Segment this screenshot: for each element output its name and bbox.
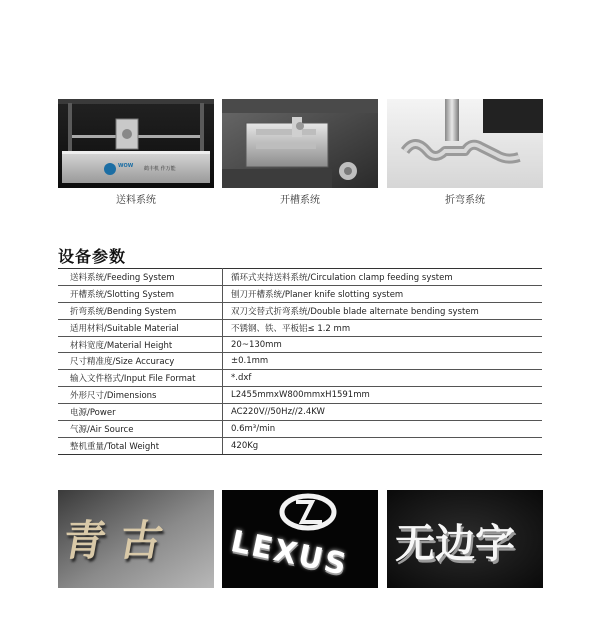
- spec-value: 循环式夹持送料系统/Circulation clamp feeding system: [223, 269, 543, 286]
- spec-value: ±0.1mm: [223, 353, 543, 370]
- slotting-system-photo: [222, 99, 378, 188]
- spec-label: 整机重量/Total Weight: [58, 437, 223, 454]
- spec-value: AC220V//50Hz//2.4KW: [223, 404, 543, 421]
- spec-value: L2455mmxW800mmxH1591mm: [223, 387, 543, 404]
- machine-logo-text: WOW: [118, 163, 134, 169]
- spec-label: 开槽系统/Slotting System: [58, 285, 223, 302]
- spec-row: [58, 421, 542, 438]
- spec-value: 不锈钢、铁、平板铝≤ 1.2 mm: [223, 319, 543, 336]
- spec-row: [58, 302, 542, 319]
- spec-row: [58, 319, 542, 336]
- spec-row: [58, 336, 542, 353]
- white-sign-text: 无边字: [395, 521, 515, 567]
- spec-label: 尺寸精准度/Size Accuracy: [58, 353, 223, 370]
- spec-label: 外形尺寸/Dimensions: [58, 387, 223, 404]
- spec-table: [58, 268, 542, 455]
- lexus-sign-photo: [222, 490, 378, 588]
- slotting-system-caption: 开槽系统: [280, 195, 320, 206]
- spec-row: [58, 285, 542, 302]
- spec-value: 刨刀开槽系统/Planer knife slotting system: [223, 285, 543, 302]
- spec-label: 电源/Power: [58, 404, 223, 421]
- spec-row: [58, 370, 542, 387]
- spec-value: 420Kg: [223, 437, 543, 454]
- spec-value: 双刀交替式折弯系统/Double blade alternate bending system: [223, 302, 543, 319]
- spec-label: 适用材料/Suitable Material: [58, 319, 223, 336]
- machine-plate-text: 鹤丰机 作万能: [144, 166, 176, 172]
- metal-sign-photo: [58, 490, 214, 588]
- spec-label: 折弯系统/Bending System: [58, 302, 223, 319]
- spec-row: [58, 353, 542, 370]
- feeding-system-caption: 送料系统: [116, 195, 156, 206]
- spec-value: 20~130mm: [223, 336, 543, 353]
- spec-value: 0.6m³/min: [223, 421, 543, 438]
- spec-label: 输入文件格式/Input File Format: [58, 370, 223, 387]
- spec-label: 气源/Air Source: [58, 421, 223, 438]
- spec-row: [58, 437, 542, 454]
- spec-row: [58, 387, 542, 404]
- spec-row: [58, 404, 542, 421]
- spec-label: 材料宽度/Material Height: [58, 336, 223, 353]
- section-title: 设备参数: [58, 247, 127, 266]
- spec-row: [58, 269, 542, 286]
- spec-label: 送料系统/Feeding System: [58, 269, 223, 286]
- bending-system-caption: 折弯系统: [445, 195, 485, 206]
- white-sign-photo: [387, 490, 543, 588]
- metal-sign-text: 青 古: [59, 516, 167, 565]
- feeding-system-photo: [58, 99, 214, 188]
- lexus-sign-text: LEXUS: [227, 524, 352, 583]
- spec-value: *.dxf: [223, 370, 543, 387]
- bending-system-photo: [387, 99, 543, 188]
